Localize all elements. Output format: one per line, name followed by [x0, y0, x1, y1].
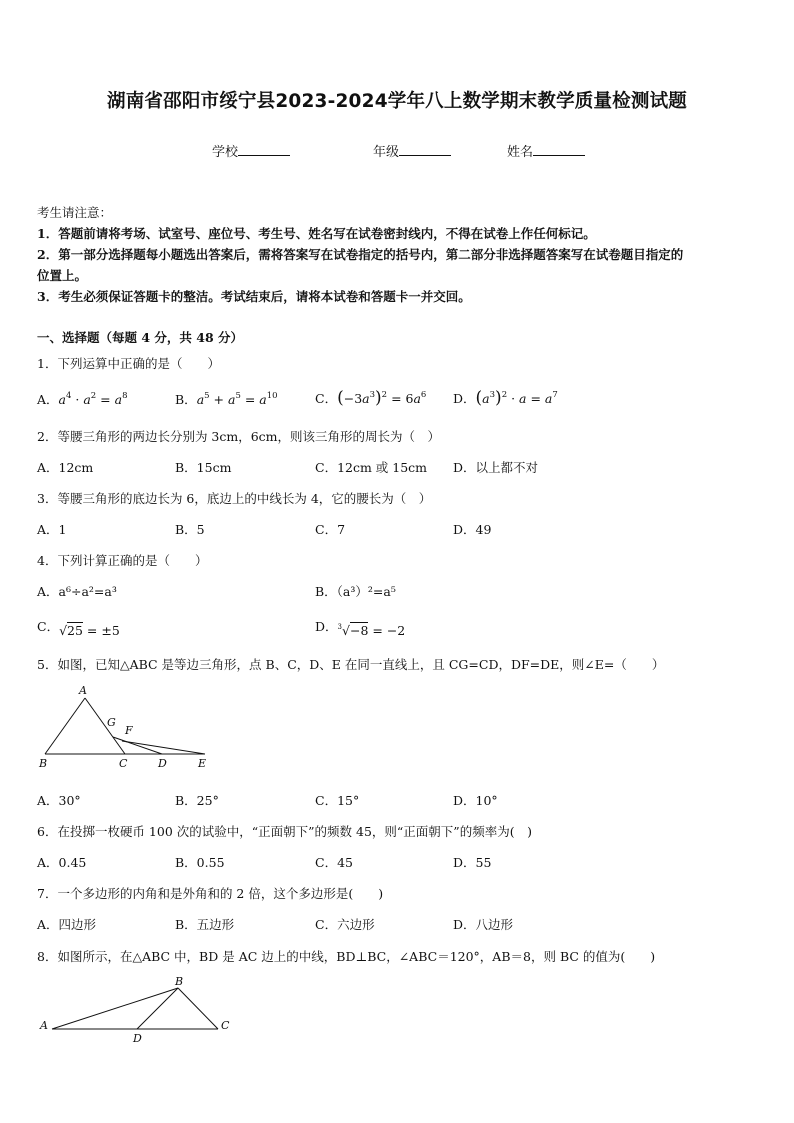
q2-option-b: B．15cm — [175, 460, 232, 475]
q3-option-b: B．5 — [175, 522, 205, 537]
q1-option-c: C．$(-3a^3)^2 = 6a^6$ — [315, 388, 427, 408]
q7-option-a: A．四边形 — [37, 917, 97, 932]
question-4-stem: 4．下列计算正确的是（ ） — [37, 553, 208, 568]
q5-label-d: D — [158, 757, 167, 770]
q2-option-a: A．12cm — [37, 460, 94, 475]
question-7-stem: 7．一个多边形的内角和是外角和的 2 倍，这个多边形是( ) — [37, 886, 384, 901]
q4-option-d: D．$^3$√−8 = −2 — [315, 619, 406, 638]
q6-option-d: D．55 — [453, 855, 492, 870]
q8-label-a: A — [40, 1019, 48, 1032]
q5-label-c: C — [119, 757, 128, 770]
notice-heading: 考生请注意： — [37, 205, 113, 220]
q7-option-c: C．六边形 — [315, 917, 375, 932]
grade-label: 年级 — [373, 145, 400, 160]
q4-option-b: B．（a³）²=a⁵ — [315, 584, 396, 599]
notice-item: 位置上。 — [37, 268, 88, 283]
q8-label-d: D — [133, 1032, 142, 1045]
q3-option-a: A．1 — [37, 522, 67, 537]
school-label: 学校 — [212, 145, 239, 160]
name-label: 姓名 — [507, 145, 534, 160]
question-3-stem: 3．等腰三角形的底边长为 6，底边上的中线长为 4，它的腰长为（ ） — [37, 491, 432, 506]
q2-option-c: C．12cm 或 15cm — [315, 460, 428, 475]
q3-option-d: D．49 — [453, 522, 492, 537]
page-title: 湖南省邵阳市绥宁县2023-2024学年八上数学期末教学质量检测试题 — [107, 91, 687, 112]
q5-option-c: C．15° — [315, 793, 360, 808]
q3-option-c: C．7 — [315, 522, 346, 537]
q2-option-d: D．以上都不对 — [453, 460, 539, 475]
question-6-stem: 6．在投掷一枚硬币 100 次的试验中，“正面朝下”的频数 45，则“正面朝下”的频率为( ) — [37, 824, 532, 839]
section-heading: 一、选择题（每题 4 分，共 48 分） — [37, 330, 244, 345]
q6-option-c: C．45 — [315, 855, 353, 870]
q6-option-b: B．0.55 — [175, 855, 225, 870]
q5-label-f: F — [125, 724, 133, 737]
q1-option-b: B．$a^5 + a^5 = a^{10}$ — [175, 391, 278, 407]
q5-option-d: D．10° — [453, 793, 498, 808]
q4-option-c: C．√25 = ±5 — [37, 619, 120, 638]
notice-item: 2．第一部分选择题每小题选出答案后，需将答案写在试卷指定的括号内，第二部分非选择题答案写在试卷题目指定的 — [37, 247, 684, 262]
q7-option-d: D．八边形 — [453, 917, 514, 932]
q1-option-a: A．$a^4 \cdot a^2 = a^8$ — [37, 391, 128, 407]
notice-item: 3．考生必须保证答题卡的整洁。考试结束后，请将本试卷和答题卡一并交回。 — [37, 289, 471, 304]
q8-label-b: B — [175, 975, 184, 988]
q8-label-c: C — [221, 1019, 230, 1032]
question-5-stem: 5．如图，已知△ABC 是等边三角形，点 B、C，D、E 在同一直线上，且 CG=CD，DF=DE，则∠E=（ ） — [37, 657, 665, 672]
q6-option-a: A．0.45 — [37, 855, 87, 870]
q5-label-g: G — [107, 716, 116, 729]
q1-option-d: D．$(a^3)^2 \cdot a = a^7$ — [453, 388, 558, 408]
q5-label-b: B — [39, 757, 48, 770]
q5-label-e: E — [198, 757, 207, 770]
q5-option-a: A．30° — [37, 793, 81, 808]
question-2-stem: 2．等腰三角形的两边长分别为 3cm，6cm，则该三角形的周长为（ ） — [37, 429, 441, 444]
q4-option-a: A．a⁶÷a²=a³ — [37, 584, 117, 599]
question-1-stem: 1．下列运算中正确的是（ ） — [37, 356, 220, 371]
q5-label-a: A — [79, 684, 87, 697]
question-8-stem: 8．如图所示，在△ABC 中，BD 是 AC 边上的中线，BD⊥BC，∠ABC＝120°，AB＝8，则 BC 的值为( ) — [37, 949, 656, 964]
q5-option-b: B．25° — [175, 793, 219, 808]
notice-item: 1．答题前请将考场、试室号、座位号、考生号、姓名写在试卷密封线内，不得在试卷上作任何标记。 — [37, 226, 596, 241]
q7-option-b: B．五边形 — [175, 917, 235, 932]
